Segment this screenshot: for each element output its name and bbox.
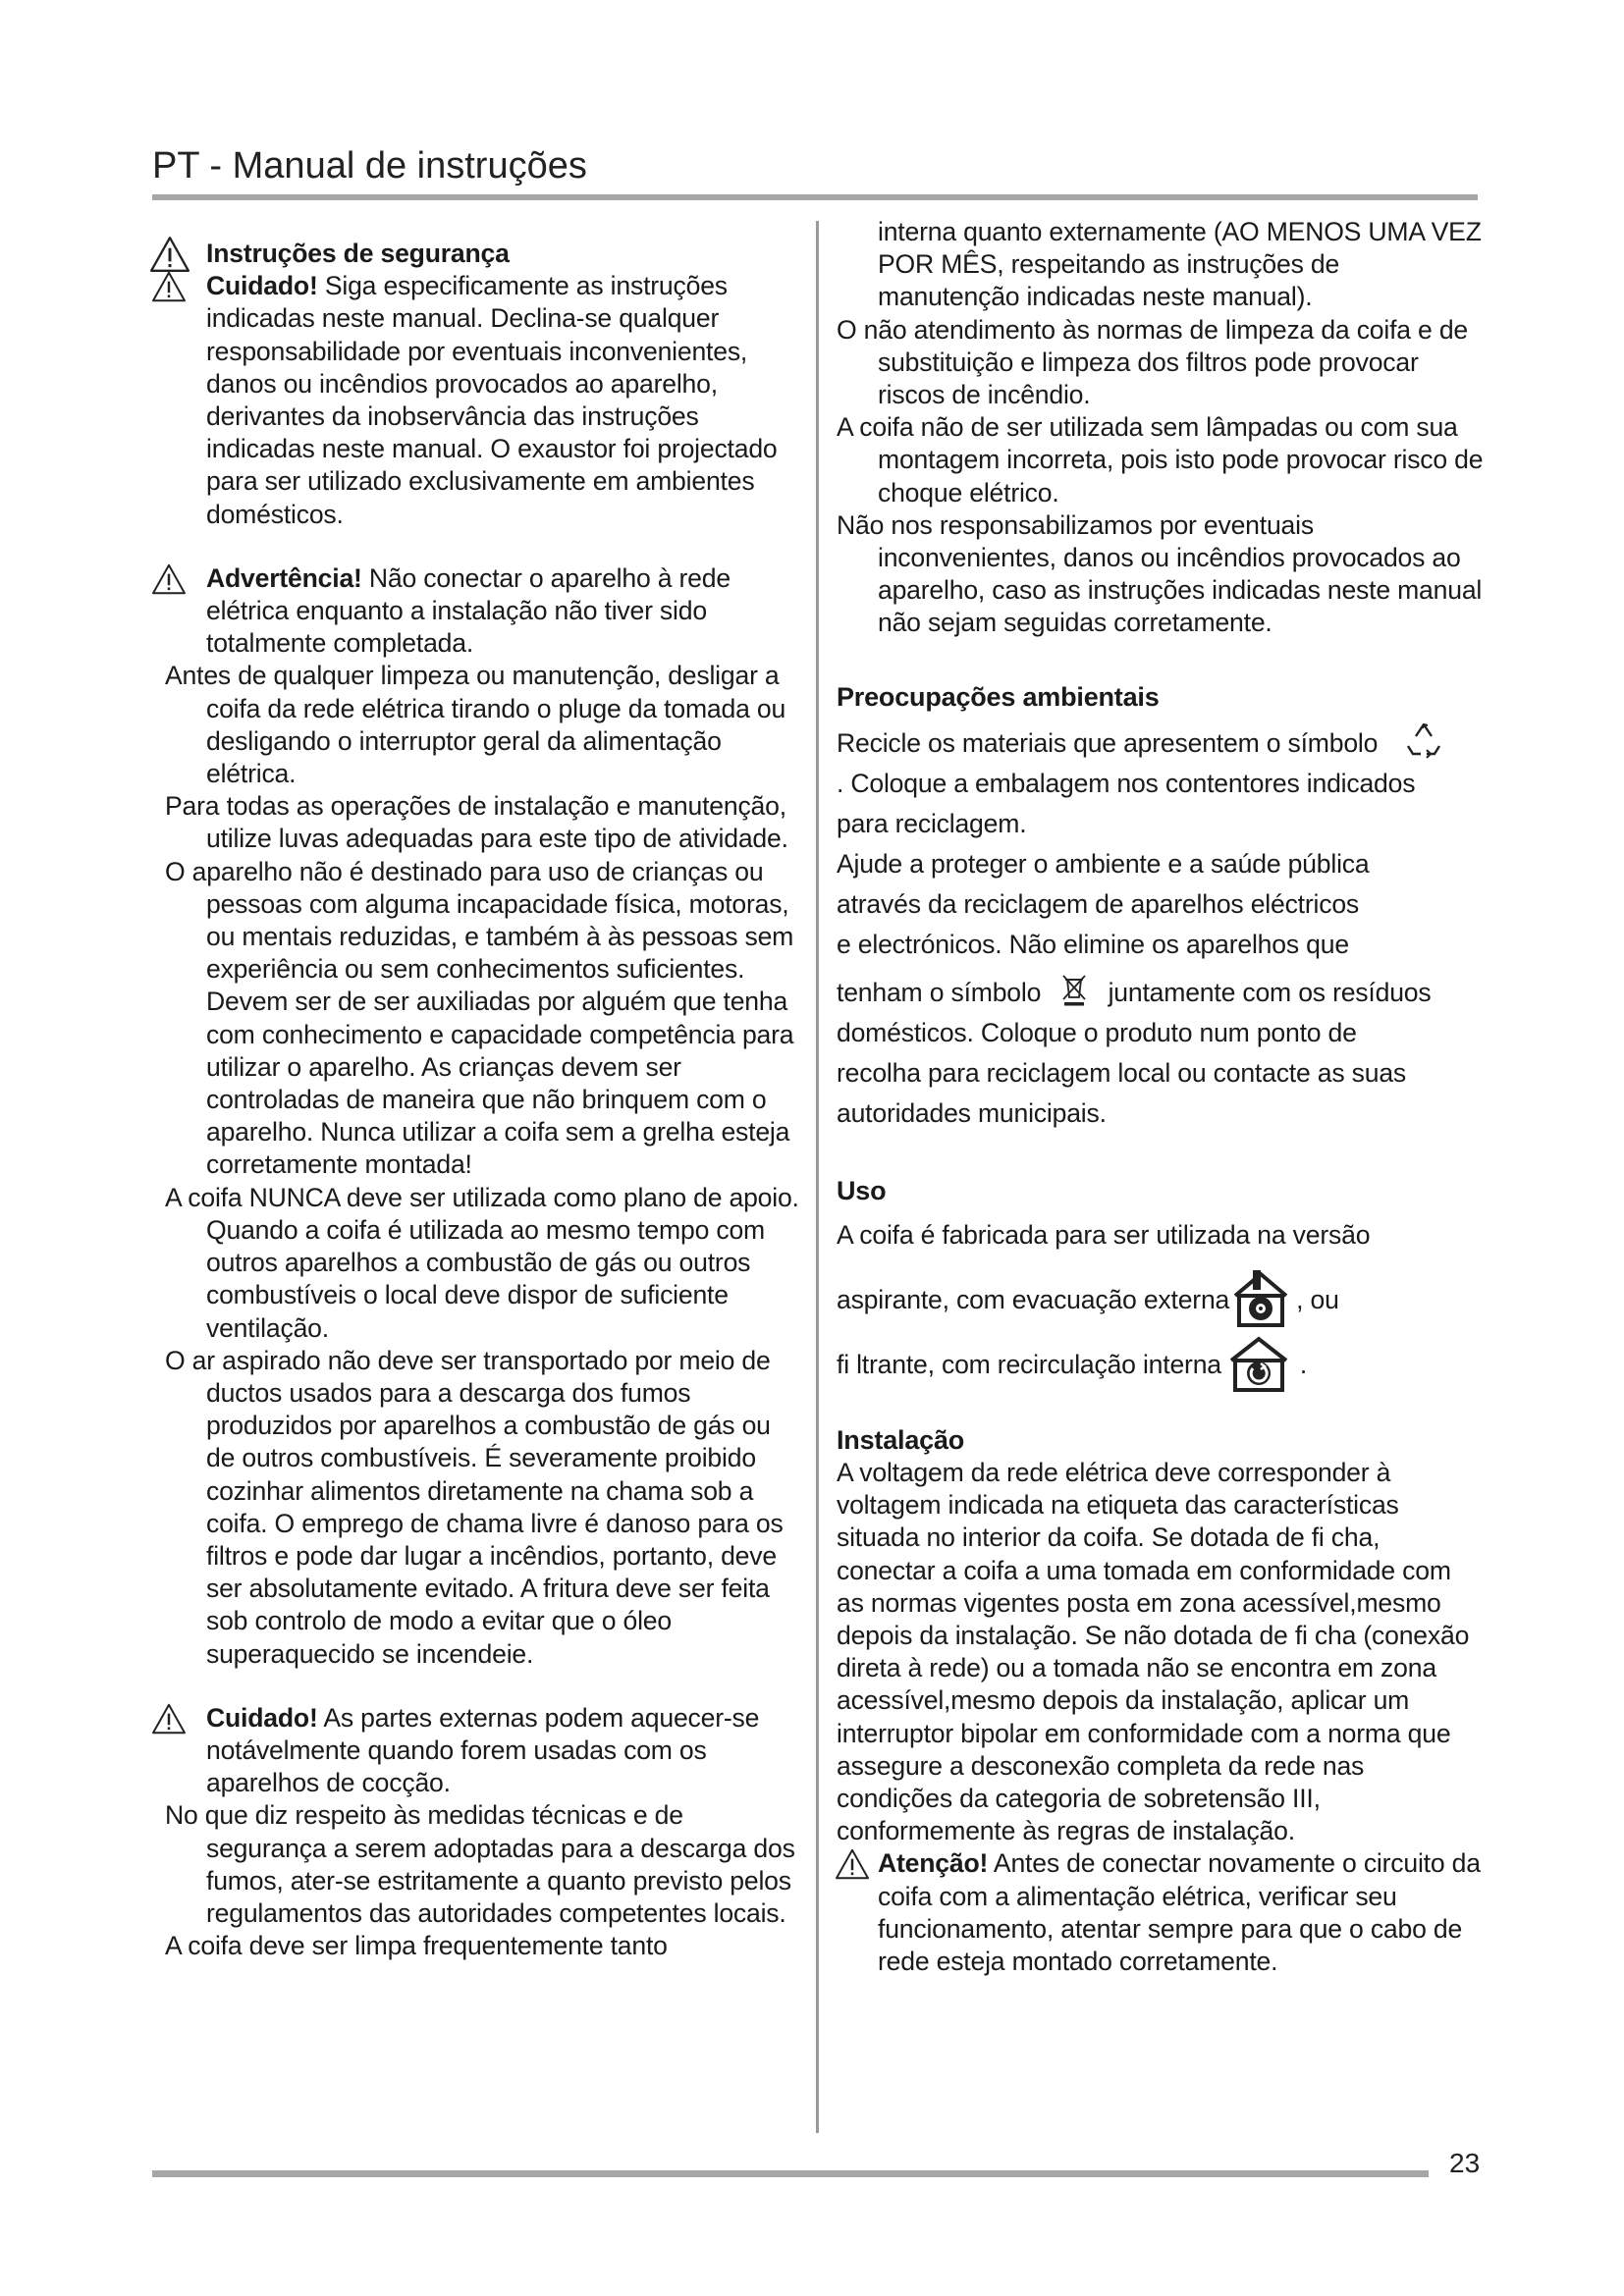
usage-line: A coifa é fabricada para ser utilizada na versão	[837, 1220, 1371, 1251]
caution-text: Siga especificamente as instruções indicadas neste manual. Declina-se qualquer responsabilidade por eventuais inconvenientes, danos ou incêndios provocados ao aparelho, derivantes da inobservância das instruções indicadas neste manual. O exaustor foi projectado para ser utilizado exclusivamente em ambientes domésticos.	[206, 271, 778, 529]
usage-line	[837, 1335, 1485, 1396]
env-line	[837, 973, 1485, 1013]
env-line: recolha para reciclagem local ou contacte as suas	[837, 1057, 1407, 1088]
attention-notice	[837, 1847, 1485, 1978]
env-line: Ajude a proteger o ambiente e a saúde pública	[837, 848, 1370, 879]
usage-text: , ou	[1296, 1285, 1339, 1315]
safety-item: A coifa deve ser limpa frequentemente tanto	[165, 1931, 668, 1961]
safety-item: A coifa não de ser utilizada sem lâmpadas ou com sua montagem incorreta, pois isto pode provocar risco de choque elétrico.	[837, 412, 1484, 507]
page-title: PT - Manual de instruções	[152, 145, 587, 187]
safety-item: Não nos responsabilizamos por eventuais inconvenientes, danos ou incêndios provocados ao aparelho, caso as instruções indicadas neste manual não sejam seguidas corretamente.	[837, 509, 1483, 638]
warning-triangle-icon	[149, 236, 190, 273]
caution-label: Cuidado!	[206, 271, 318, 301]
warning-triangle-icon	[151, 1703, 187, 1735]
env-line: e electrónicos. Não elimine os aparelhos que	[837, 929, 1349, 959]
caution-text: As partes externas podem aquecer-se notávelmente quando forem usadas com os aparelhos de cocção.	[206, 1702, 760, 1798]
safety-item: O ar aspirado não deve ser transportado por meio de ductos usados para a descarga dos fumos produzidos por aparelhos a combustão de gás ou de outros combustíveis. É severamente proibido cozinhar alimentos diretamente na chama sob a coifa. O emprego de chama livre é danoso para os filtros e pode dar lugar a incêndios, portanto, deve ser absolutamente evitado. A fritura deve ser feita sob controlo de modo a evitar que o óleo superaquecido se incendeie.	[165, 1345, 784, 1669]
safety-section-heading	[165, 238, 805, 270]
usage-text: fi ltrante, com recirculação interna	[837, 1350, 1221, 1380]
warning-text: Não conectar o aparelho à rede elétrica enquanto a instalação não tiver sido totalmente completada.	[206, 562, 731, 659]
caution-notice-2	[165, 1702, 805, 1800]
safety-item: O aparelho não é destinado para uso de crianças ou pessoas com alguma incapacidade física, motoras, ou mentais reduzidas, e também à às pessoas sem experiência ou sem conhecimentos suficientes. Devem ser de ser auxiliadas por alguém que tenha com conhecimento e capacidade competência para utilizar o aparelho. As crianças devem ser controladas de maneira que não brinquem com o aparelho. Nunca utilizar a coifa sem a grelha esteja corretamente montada!	[165, 856, 794, 1180]
env-line	[837, 723, 1485, 764]
safety-item: Para todas as operações de instalação e manutenção, utilize luvas adequadas para este tipo de atividade.	[165, 791, 788, 854]
env-text: tenham o símbolo	[837, 977, 1042, 1007]
usage-text: aspirante, com evacuação externa	[837, 1285, 1230, 1315]
header-rule	[152, 194, 1478, 200]
env-line: através da reciclagem de aparelhos eléctricos	[837, 888, 1360, 919]
recycle-icon	[1402, 721, 1445, 760]
page-number: 23	[1449, 2148, 1481, 2178]
attention-text: Antes de conectar novamente o circuito da coifa com a alimentação elétrica, verificar seu funcionamento, atentar sempre para que o cabo de rede esteja montado corretamente.	[878, 1848, 1481, 1977]
attention-label: Atenção!	[878, 1848, 989, 1879]
env-line: para reciclagem.	[837, 808, 1027, 838]
warning-label: Advertência!	[206, 562, 362, 593]
continued-text: interna quanto externamente (AO MENOS UMA VEZ POR MÊS, respeitando as instruções de manutenção indicadas neste manual).	[878, 217, 1482, 312]
recirculation-house-icon	[1227, 1333, 1290, 1394]
extraction-house-icon	[1231, 1268, 1290, 1329]
left-column	[165, 238, 805, 1962]
environment-section	[837, 723, 1485, 1134]
safety-item: A coifa NUNCA deve ser utilizada como plano de apoio. Quando a coifa é utilizada ao mesmo tempo com outros aparelhos a combustão de gás ou outros combustíveis o local deve dispor de suficiente ventilação.	[165, 1182, 799, 1343]
weee-bin-icon	[1059, 972, 1089, 1007]
column-divider	[816, 221, 819, 2133]
usage-section	[837, 1215, 1485, 1396]
caution-label: Cuidado!	[206, 1702, 318, 1733]
safety-item: Antes de qualquer limpeza ou manutenção, desligar a coifa da rede elétrica tirando o pluge da tomada ou desligando o interruptor geral da alimentação elétrica.	[165, 661, 786, 789]
footer-rule	[152, 2170, 1429, 2177]
env-line: . Coloque a embalagem nos contentores indicados	[837, 768, 1416, 798]
caution-notice	[165, 270, 805, 531]
installation-heading: Instalação	[837, 1425, 965, 1456]
env-text: Recicle os materiais que apresentem o símbolo	[837, 727, 1379, 758]
usage-heading: Uso	[837, 1175, 887, 1205]
safety-item: O não atendimento às normas de limpeza da coifa e de substituição e limpeza dos filtros pode provocar riscos de incêndio.	[837, 314, 1469, 410]
env-line: domésticos. Coloque o produto num ponto de	[837, 1017, 1357, 1047]
env-line: autoridades municipais.	[837, 1097, 1107, 1128]
section-title: Instruções de segurança	[206, 239, 510, 268]
warning-triangle-icon	[151, 563, 187, 595]
warning-triangle-icon	[835, 1848, 870, 1880]
usage-line	[837, 1270, 1485, 1331]
environment-heading: Preocupações ambientais	[837, 681, 1160, 712]
warning-notice	[165, 562, 805, 661]
env-text: juntamente com os resíduos	[1108, 977, 1432, 1007]
usage-text: .	[1299, 1350, 1308, 1380]
warning-triangle-icon	[151, 271, 187, 302]
installation-text: A voltagem da rede elétrica deve corresponder à voltagem indicada na etiqueta das características situada no interior da coifa. Se dotada de fi cha, conectar a coifa a uma tomada em conformidade com as normas vigentes posta em zona acessível,mesmo depois da instalação. Se não dotada de fi cha (conexão direta à rede) ou a tomada não se encontra em zona acessível,mesmo depois da instalação, aplicar um interruptor bipolar em conformidade com a norma que assegure a desconexão completa da rede nas condições da categoria de sobretensão III, conformemente às regras de instalação.	[837, 1458, 1470, 1846]
right-column	[837, 216, 1485, 1978]
safety-item: No que diz respeito às medidas técnicas e de segurança a serem adoptadas para a descarga dos fumos, ater-se estritamente a quanto previsto pelos regulamentos das autoridades competentes locais.	[165, 1800, 795, 1928]
